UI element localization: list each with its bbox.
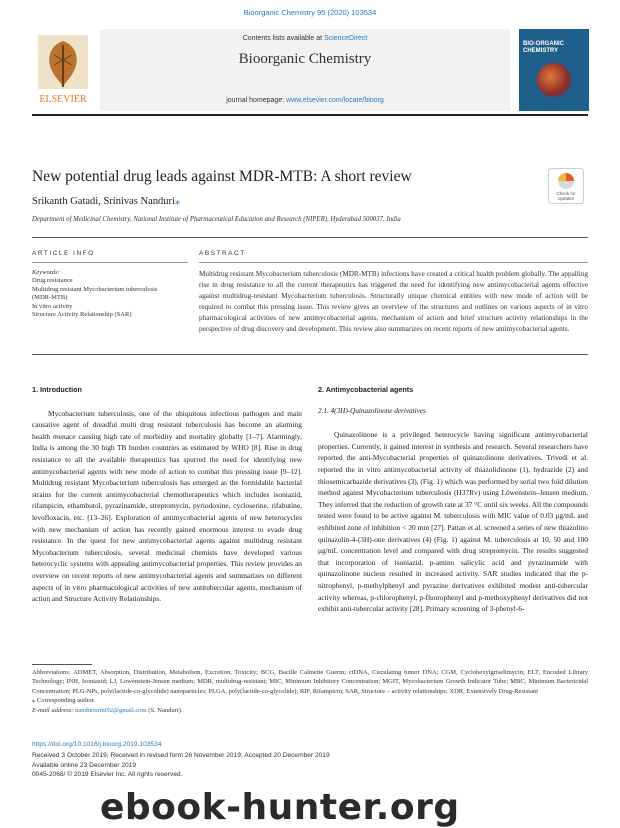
homepage-link[interactable]: www.elsevier.com/locate/bioorg bbox=[286, 97, 384, 104]
keyword-item: Structure Activity Relationship (SAR) bbox=[32, 311, 132, 319]
watermark: ebook-hunter.org bbox=[100, 787, 460, 828]
svg-text:Check for: Check for bbox=[556, 191, 576, 196]
keyword-item: Drug resistance bbox=[32, 277, 73, 285]
cover-art bbox=[537, 63, 571, 97]
corresponding-note: ⁎ Corresponding author. bbox=[32, 697, 96, 705]
available-online: Available online 23 December 2019 bbox=[32, 761, 136, 769]
section21-heading: 2.1. 4(3H)-Quinazolinone derivatives bbox=[318, 406, 426, 415]
footnote-rule bbox=[32, 664, 92, 665]
homepage-line bbox=[100, 97, 510, 104]
section2-heading: 2. Antimycobacterial agents bbox=[318, 385, 414, 394]
doi-link[interactable]: https://doi.org/10.1016/j.bioorg.2019.103534 bbox=[32, 741, 162, 748]
keywords-label: Keywords: bbox=[32, 269, 60, 276]
received-dates: Received 3 October 2019; Received in revised form 26 November 2019; Accepted 20 December 2019 bbox=[32, 752, 330, 759]
homepage-prefix: journal homepage: bbox=[226, 97, 287, 104]
abstract-heading: ABSTRACT bbox=[199, 250, 246, 257]
cover-title: BIO-ORGANIC CHEMISTRY bbox=[523, 41, 564, 54]
email-label: E-mail address: bbox=[32, 706, 76, 714]
introduction-paragraph: Mycobacterium tuberculosis, one of the ubiquitous infectious pathogen and main causative agent of dreadful multi drug resistant tuberculosis has become an alarming health menace causing high rate of morbidity and mortality globally [1–7]. Alarmingly, India is among the 30 high TB burden countries as estimated by WHO [8]. Rise in drug resistance to all the available therapeutics has spurred the need for identifying new antimycobacterial agents with new mode of action to combat this pressing issue [9–12]. Multidrug resistant Mycobacterium tuberculosis has emerged as the formidable bacterial strains for the current antimycobacterial chemotherapeutics which includes isoniazid, rifampicin, ethambutol, pyrazinamide, streptomycin, pyriodoxine, cycloserine, rifabutine, levofloxacin, etc. [13–26]. Exploration of antimycobacterial agents of new heterocycles with new mechanism of action has recently gained enormous interest to evade drug resistance. In the quest for new antimycobacterial agents against multidrug resistant Mycobacterium tuberculosis, several medicinal chemists have developed various heterocyclic systems with appealing antimycobacterial properties. This review provides an overview on recent reports of new antimycobacterial agents and summarizes on different aspects of in vitro pharmacological activities of new antitubercular agents, mechanism of action and Structure Activity Relationships. bbox=[32, 408, 302, 604]
contents-line bbox=[100, 35, 510, 42]
journal-cover-image bbox=[519, 29, 589, 111]
keyword-item: In vitro activity bbox=[32, 302, 73, 310]
footnotes bbox=[32, 668, 588, 715]
journal-title: Bioorganic Chemistry bbox=[238, 51, 372, 67]
keywords-block bbox=[32, 269, 192, 319]
article-title: New potential drug leads against MDR-MTB: A short review bbox=[32, 168, 412, 185]
header-rule bbox=[32, 114, 588, 116]
right-column bbox=[318, 384, 588, 615]
corresponding-author-mark[interactable]: ⁎ bbox=[174, 196, 181, 207]
article-info-heading: ARTICLE INFO bbox=[32, 250, 95, 257]
left-column bbox=[32, 384, 302, 605]
email-link[interactable]: nandurisrini92@gmail.com bbox=[75, 706, 147, 714]
info-rule bbox=[32, 237, 588, 238]
keyword-item: Multidrug resistant Mycobacterium tuberculosis bbox=[32, 285, 158, 293]
journal-masthead bbox=[100, 29, 510, 111]
abbreviations: Abbreviations: ADMET, Absorption, Distribution, Metabolism, Excretion, Toxicity; BCG, Bacille Calmette Guerin; ctDNA, Circulating tumor DNA; CGM, Cyclohexylgriselimycin; ELT, Encoded Library Technology; INH, Isoniazid; LJ, Lowenstein-Jensen medium; MDR, multidrug-resistant; MIC, Minimum Inhibitory Concentration; MGIT, Mycobacterium Growth Indicator Tube; MBC, Minimum Bactericidal Concentration; PLG-NPs, poly(lactide-co-glycolide) nanoparticles; PLGA, poly(lactide-co-glycolide); RIF, Rifampicin; SAR, Structure – activity relationships; XDR, Extensively Drug-Resistant bbox=[32, 669, 588, 695]
section21-paragraph: Quinazolinone is a privileged heterocycle having significant antimycobacterial properties. Currently, it gained interest in synthesis and research. Several researchers have reported the anti-Mycobacterial properties of quinazolinone derivatives. Trivedi et al. reported the in vitro antimycobacterial activity of thiazolidinone (1), hydrazide (2) and thiosemicarbazide derivatives (3), (Fig. 1) which was performed by serial two fold dilution method against Mycobacterium tuberculosis (H37Rv) using Löwenstein–Jensen medium. They inferred that the reduction of growth rate at 37 °C until six weeks. All the compounds tested were found to be active against M. tuberculosis with MIC value of 0.03 μg/mL and exhibited zone of inhibition < 20 mm [27]. Pattan et al. screened a series of new thiazolino quinazolin-4-(3H)-one derivatives (4) (Fig. 1) against M. tuberculosis at 10, 50 and 100 μg/mL concentration level and compared with drug streptomycin. The results suggested that incorporation of isoniazid, p-amino salicylic acid and pyrazinamide with quinazolinone nucleus resulted in increased activity. SAR studies indicated that the p-nitrophenyl, p-methylphenyl and pyrazine derivatives exhibited modest anti-tubercular activity whereas, p-chlorophenyl, p-fluorophenyl and p-methoxyphenyl derivatives did not exhibit anti-tubercular activity [28]. Primary screening of 3-phenyl-6- bbox=[318, 430, 588, 614]
affiliation: Department of Medicinal Chemistry, National Institute of Pharmaceutical Education and Research (NIPER), Hyderabad 500037, India bbox=[32, 216, 401, 223]
introduction-heading: 1. Introduction bbox=[32, 385, 82, 394]
abstract-text: Multidrug resistant Mycobacterium tuberculosis (MDR-MTB) infections have created a critical health problem globally. The appalling rise in drug resistance to all the current therapeutics has triggered the need for identifying new antimycobacterial agents effective against multidrug-resistant Mycobacterium tuberculosis. Structurally unique chemical entities with new mode of action will be required to combat this pressing issue. This review gives an overview of the structures and outlines on various aspects of in vitro pharmacological activities of new antimycobacterial agents, mechanism of action and brief structure activity relationships in the perspective of drug discovery and development. This review also summarizes on recent reports of new antimycobacterial agents. bbox=[199, 270, 588, 333]
contents-prefix: Contents lists available at bbox=[242, 35, 325, 42]
abstract-rule bbox=[199, 262, 588, 263]
authors-text: Srikanth Gatadi, Srinivas Nanduri bbox=[32, 196, 175, 207]
check-for-updates-icon[interactable] bbox=[548, 168, 584, 204]
author-list bbox=[32, 195, 180, 207]
abstract-bottom-rule bbox=[32, 354, 588, 355]
article-info-rule bbox=[32, 262, 188, 263]
email-name: (S. Nanduri). bbox=[146, 706, 183, 714]
sciencedirect-link[interactable]: ScienceDirect bbox=[324, 35, 368, 42]
svg-text:ELSEVIER: ELSEVIER bbox=[39, 94, 87, 105]
svg-text:updates: updates bbox=[557, 196, 575, 201]
journal-reference-link[interactable]: Bioorganic Chemistry 95 (2020) 103534 bbox=[243, 8, 377, 17]
email-line bbox=[32, 706, 588, 715]
elsevier-logo bbox=[32, 31, 94, 107]
copyright: 0045-2068/ © 2019 Elsevier Inc. All rights reserved. bbox=[32, 771, 183, 779]
publication-dates bbox=[32, 751, 330, 780]
keyword-item: (MDR-MTB) bbox=[32, 294, 68, 302]
